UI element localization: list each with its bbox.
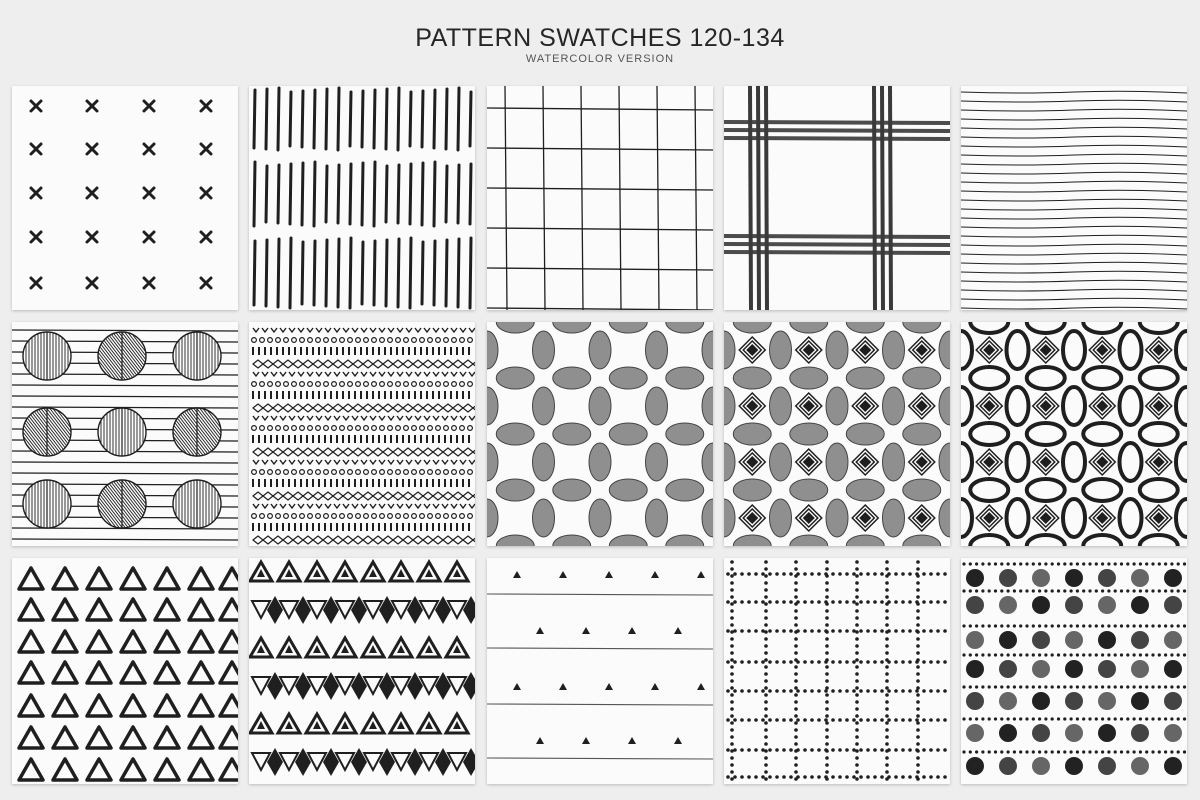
pattern-swatch-tribal-bands: [249, 322, 475, 546]
pattern-art: [487, 322, 713, 546]
pattern-art: [12, 86, 238, 310]
pattern-swatch-dotted-grid: [724, 558, 950, 784]
pattern-swatch-horizontal-lines: [961, 86, 1187, 310]
pattern-art: [249, 558, 475, 784]
pattern-swatch-outline-triangles: [12, 558, 238, 784]
pattern-art: [724, 558, 950, 784]
pattern-art: [961, 558, 1187, 784]
pattern-swatch-triangle-diamond-rows: [249, 558, 475, 784]
pattern-art: [724, 322, 950, 546]
pattern-swatch-hatched-circles: [12, 322, 238, 546]
pattern-art: [12, 322, 238, 546]
pattern-swatch-vertical-dashes: [249, 86, 475, 310]
pattern-swatch-lines-with-dots: [487, 558, 713, 784]
pattern-art: [961, 322, 1187, 546]
pattern-swatch-thin-grid: [487, 86, 713, 310]
pattern-art: [12, 558, 238, 784]
pattern-art: [487, 86, 713, 310]
pattern-swatch-triple-plaid: [724, 86, 950, 310]
pattern-swatch-dots-and-circles: [961, 558, 1187, 784]
pattern-art: [724, 86, 950, 310]
pattern-art: [961, 86, 1187, 310]
pattern-art: [249, 86, 475, 310]
page-subtitle: WATERCOLOR VERSION: [525, 53, 675, 65]
pattern-swatch-crosses: [12, 86, 238, 310]
pattern-art: [249, 322, 475, 546]
pattern-swatch-petal-diamonds: [724, 322, 950, 546]
pattern-swatch-petal-rosettes: [487, 322, 713, 546]
pattern-swatch-outline-petal-diamonds: [961, 322, 1187, 546]
pattern-art: [487, 558, 713, 784]
page-title: PATTERN SWATCHES 120-134: [415, 24, 785, 52]
